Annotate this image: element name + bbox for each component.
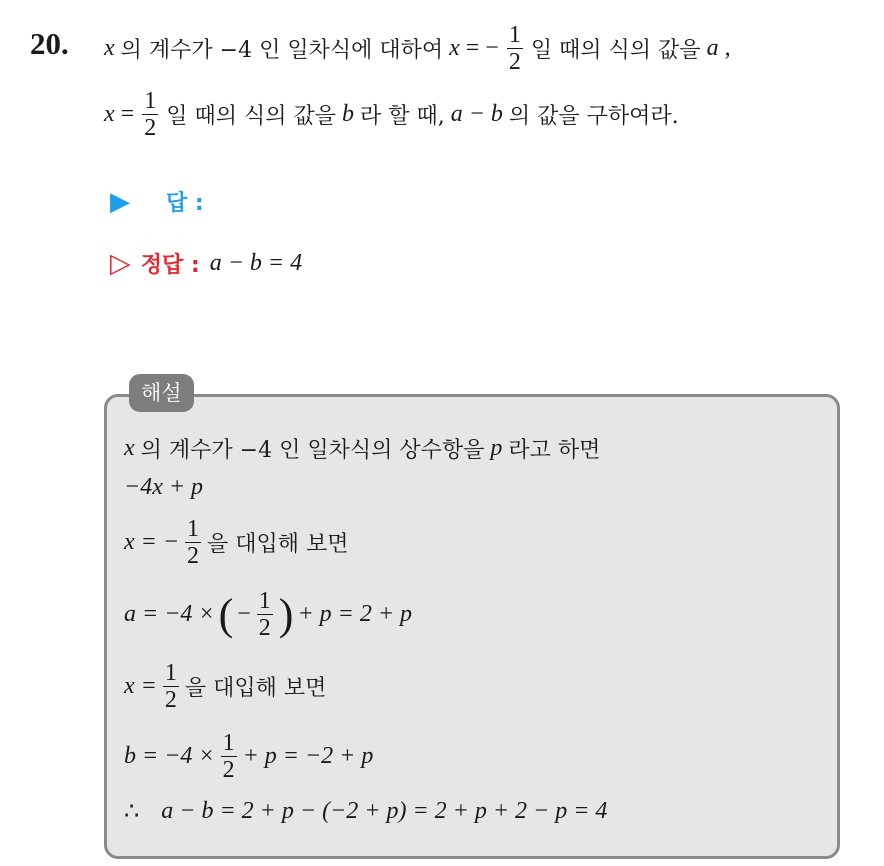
fraction-numerator: 1 — [144, 87, 157, 114]
question-text: 라 할 때, — [359, 103, 445, 129]
minus-sign: − — [237, 600, 251, 627]
question-text: 일 때의 식의 값을 — [530, 37, 701, 63]
var-b: b — [341, 100, 354, 127]
explanation-line-1 — [124, 430, 600, 466]
equals-minus: = − — [465, 34, 499, 61]
equation-lhs: x = — [124, 672, 157, 699]
fraction-numerator: 1 — [187, 515, 200, 542]
explanation-text: 라고 하면 — [508, 437, 601, 463]
equation-lhs: x = − — [124, 528, 180, 555]
var-x: x — [104, 34, 115, 61]
explanation-text: 을 대입해 보면 — [184, 675, 327, 701]
question-line-2 — [104, 86, 679, 142]
conclusion-expression: a − b = 2 + p − (−2 + p) = 2 + p + 2 − p = 4 — [161, 797, 608, 824]
fraction-denominator: 2 — [187, 542, 200, 569]
fraction — [185, 517, 201, 568]
correct-answer-row — [110, 248, 302, 279]
explanation-line-3 — [124, 512, 349, 572]
play-icon: ▶ — [110, 186, 130, 217]
fraction-numerator: 1 — [508, 21, 521, 48]
question-line-1 — [104, 20, 731, 76]
fraction — [142, 89, 158, 140]
comma: , — [724, 34, 731, 61]
therefore-symbol: ∴ — [124, 798, 140, 825]
fraction — [257, 589, 273, 640]
fraction-denominator: 2 — [222, 756, 235, 783]
fraction-numerator: 1 — [258, 587, 271, 614]
expression: a − b — [450, 100, 503, 127]
question-text: 일 때의 식의 값을 — [166, 103, 336, 129]
explanation-line-2: −4x + p — [124, 474, 204, 500]
left-paren: ( — [218, 589, 234, 639]
var-x: x — [124, 434, 135, 461]
explanation-text: 의 계수가 −4 인 일차식의 상수항을 — [140, 437, 485, 463]
equation-rhs: + p = 2 + p — [297, 600, 413, 627]
answer-label: 답 : — [166, 191, 204, 216]
fraction — [163, 661, 179, 712]
question-number: 20. — [30, 26, 69, 61]
explanation-text: 을 대입해 보면 — [207, 531, 349, 557]
explanation-line-4 — [124, 582, 412, 646]
equals: = — [120, 100, 135, 127]
explanation-line-5 — [124, 656, 326, 716]
var-x: x — [449, 34, 460, 61]
fraction — [507, 23, 523, 74]
correct-answer-label: 정답 : — [140, 253, 200, 278]
var-x: x — [104, 100, 115, 127]
fraction-denominator: 2 — [164, 686, 177, 713]
fraction-numerator: 1 — [164, 659, 177, 686]
explanation-tag: 해설 — [129, 374, 194, 412]
explanation-line-6 — [124, 726, 373, 786]
equation-rhs: + p = −2 + p — [242, 742, 374, 769]
equation-lhs: a = −4 × — [124, 600, 215, 627]
fraction-denominator: 2 — [144, 114, 157, 141]
fraction-denominator: 2 — [508, 48, 521, 75]
var-a: a — [706, 34, 719, 61]
fraction-denominator: 2 — [258, 614, 271, 641]
explanation-line-7 — [124, 794, 607, 828]
fraction — [221, 731, 237, 782]
outline-play-icon: ▷ — [110, 248, 131, 279]
answer-row — [110, 186, 204, 217]
fraction-numerator: 1 — [222, 729, 235, 756]
question-text: 의 계수가 −4 인 일차식에 대하여 — [120, 37, 444, 63]
equation-lhs: b = −4 × — [124, 742, 215, 769]
var-p: p — [490, 434, 503, 461]
question-text: 의 값을 구하여라. — [508, 103, 679, 129]
right-paren: ) — [278, 589, 294, 639]
correct-answer-value: a − b = 4 — [209, 250, 303, 276]
